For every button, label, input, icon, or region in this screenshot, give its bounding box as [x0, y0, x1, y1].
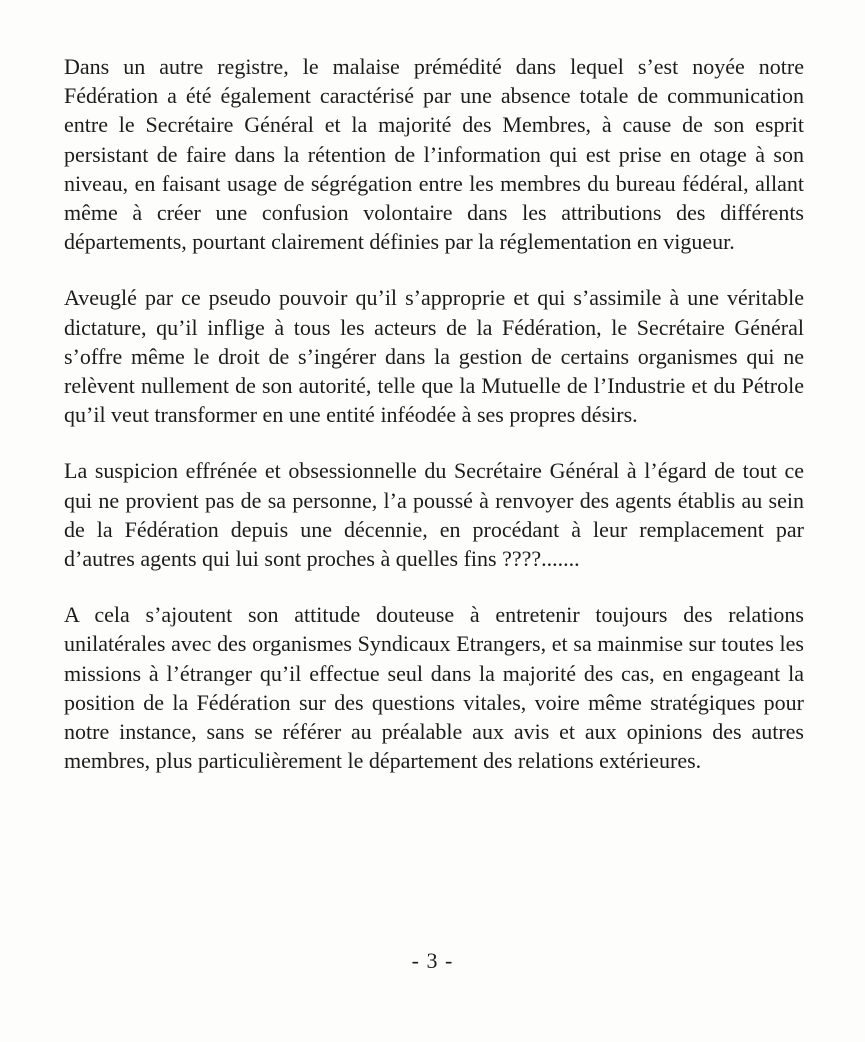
document-body — [64, 52, 804, 775]
paragraph-2: Aveuglé par ce pseudo pouvoir qu’il s’approprie et qui s’assimile à une véritable dictature, qu’il inflige à tous les acteurs de la Fédération, le Secrétaire Général s’offre même le droit de s’ingérer dans la gestion de certains organismes qui ne relèvent nullement de son autorité, telle que la Mutuelle de l’Industrie et du Pétrole qu’il veut transformer en une entité inféodée à ses propres désirs. — [64, 285, 804, 428]
paragraph-4: A cela s’ajoutent son attitude douteuse à entretenir toujours des relations unilatérales avec des organismes Syndicaux Etrangers, et sa mainmise sur toutes les missions à l’étranger qu’il effectue seul dans la majorité des cas, en engageant la position de la Fédération sur des questions vitales, voire même stratégiques pour notre instance, sans se référer au préalable aux avis et aux opinions des autres membres, plus particulièrement le département des relations extérieures. — [64, 602, 804, 774]
page-number: - 3 - — [411, 948, 454, 973]
paragraph-3: La suspicion effrénée et obsessionnelle du Secrétaire Général à l’égard de tout ce qui ne provient pas de sa personne, l’a poussé à renvoyer des agents établis au sein de la Fédération depuis une décennie, en procédant à leur remplacement par d’autres agents qui lui sont proches à quelles fins ????....... — [64, 458, 804, 572]
paragraph-1: Dans un autre registre, le malaise prémédité dans lequel s’est noyée notre Fédération a été également caractérisé par une absence totale de communication entre le Secrétaire Général et la majorité des Membres, à cause de son esprit persistant de faire dans la rétention de l’information qui est prise en otage à son niveau, en faisant usage de ségrégation entre les membres du bureau fédéral, allant même à créer une confusion volontaire dans les attributions des différents départements, pourtant clairement définies par la réglementation en vigueur. — [64, 54, 804, 255]
